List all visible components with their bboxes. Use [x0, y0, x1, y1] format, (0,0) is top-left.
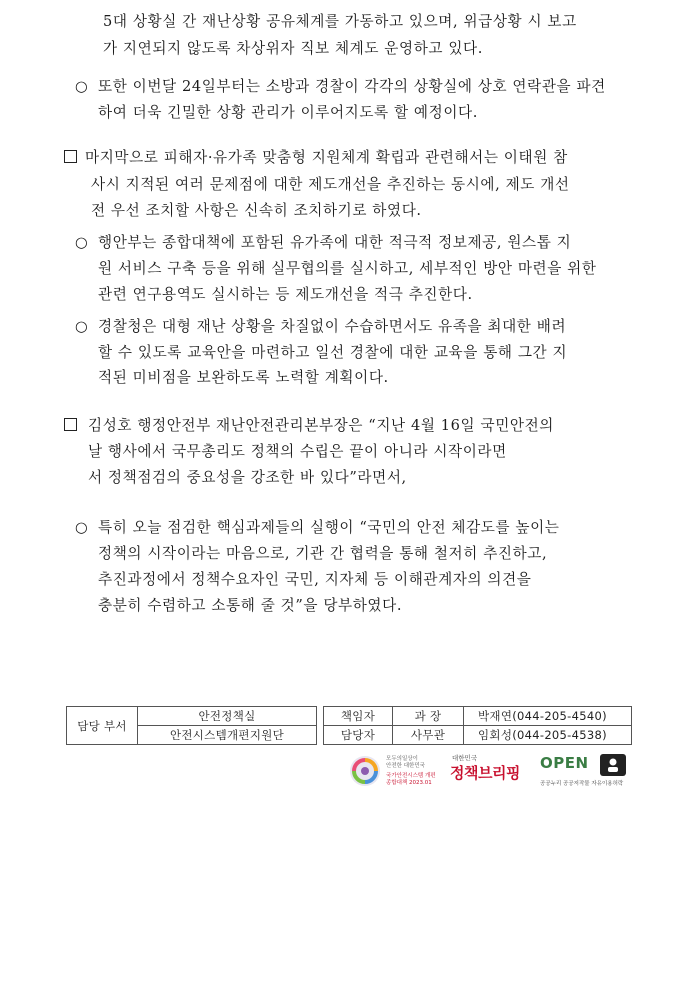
body-line: 정책의 시작이라는 마음으로, 기관 간 협력을 통해 철저히 추진하고, — [98, 545, 548, 562]
body-line: 서 정책점검의 중요성을 강조한 바 있다”라면서, — [88, 469, 407, 486]
body-line: 전 우선 조치할 사항은 신속히 조치하기로 하였다. — [91, 202, 422, 219]
safety-emblem-icon — [348, 754, 382, 788]
contact-person: 박재연(044-205-4540) — [464, 707, 632, 726]
body-line: 특히 오늘 점검한 핵심과제들의 실행이 “국민의 안전 체감도를 높이는 — [98, 519, 560, 536]
title-cell: 과 장 — [393, 707, 464, 726]
body-line: 행안부는 종합대책에 포함된 유가족에 대한 적극적 정보제공, 원스톱 지 — [98, 234, 572, 251]
body-line: 할 수 있도록 교육안을 마련하고 일선 경찰에 대한 교육을 통해 그간 지 — [98, 344, 568, 361]
dept-label: 담당 부서 — [67, 707, 138, 745]
body-line: 경찰청은 대형 재난 상황을 차질없이 수습하면서도 유족을 최대한 배려 — [98, 318, 567, 335]
body-line: 원 서비스 구축 등을 위해 실무협의를 실시하고, 세부적인 방안 마련을 위한 — [98, 260, 597, 277]
resp-label: 책임자 — [324, 707, 393, 726]
staff-label: 담당자 — [324, 726, 393, 745]
body-line: 김성호 행정안전부 재난안전관리본부장은 “지난 4월 16일 국민안전의 — [88, 417, 554, 434]
circle-bullet-icon: ○ — [75, 519, 89, 536]
circle-bullet-icon: ○ — [75, 318, 89, 335]
body-line: 적된 미비점을 보완하도록 노력할 계획이다. — [98, 369, 389, 386]
contact-person: 임회성(044-205-4538) — [464, 726, 632, 745]
square-bullet-icon — [64, 416, 83, 436]
body-line: 마지막으로 피해자·유가족 맞춤형 지원체계 확립과 관련해서는 이태원 참 — [85, 149, 568, 166]
dept-primary: 안전정책실 — [138, 707, 317, 726]
circle-bullet-icon: ○ — [75, 78, 89, 95]
body-line: 또한 이번달 24일부터는 소방과 경찰이 각각의 상황실에 상호 연락관을 파견 — [98, 78, 606, 95]
body-line: 사시 지적된 여러 문제점에 대한 제도개선을 추진하는 동시에, 제도 개선 — [91, 176, 570, 193]
dept-secondary: 안전시스템개편지원단 — [138, 726, 317, 745]
title-cell: 사무관 — [393, 726, 464, 745]
body-line: 충분히 수렴하고 소통해 줄 것”을 당부하였다. — [98, 597, 403, 614]
square-bullet-icon — [64, 148, 83, 168]
body-line: 관련 연구용역도 실시하는 등 제도개선을 적극 추진한다. — [98, 286, 473, 303]
body-line: 가 지연되지 않도록 차상위자 직보 체계도 운영하고 있다. — [103, 40, 483, 57]
contact-table — [66, 706, 632, 745]
body-line: 하여 더욱 긴밀한 상황 관리가 이루어지도록 할 예정이다. — [98, 104, 478, 121]
attribution-icon — [600, 754, 626, 776]
open-license-logo: OPEN 공공누리 공공저작물 자유이용허락 — [540, 750, 632, 792]
safety-policy-logo: 모두의일상이 안전한 대한민국 국가안전시스템 개편 종합대책 2023.01 — [348, 750, 440, 792]
body-line: 날 행사에서 국무총리도 정책의 수립은 끝이 아니라 시작이라면 — [88, 443, 507, 460]
body-line: 5대 상황실 간 재난상황 공유체계를 가동하고 있으며, 위급상황 시 보고 — [103, 13, 577, 30]
policy-briefing-logo: 대한민국 정책브리핑 — [450, 754, 520, 782]
body-line: 추진과정에서 정책수요자인 국민, 지자체 등 이해관계자의 의견을 — [98, 571, 532, 588]
circle-bullet-icon: ○ — [75, 234, 89, 251]
